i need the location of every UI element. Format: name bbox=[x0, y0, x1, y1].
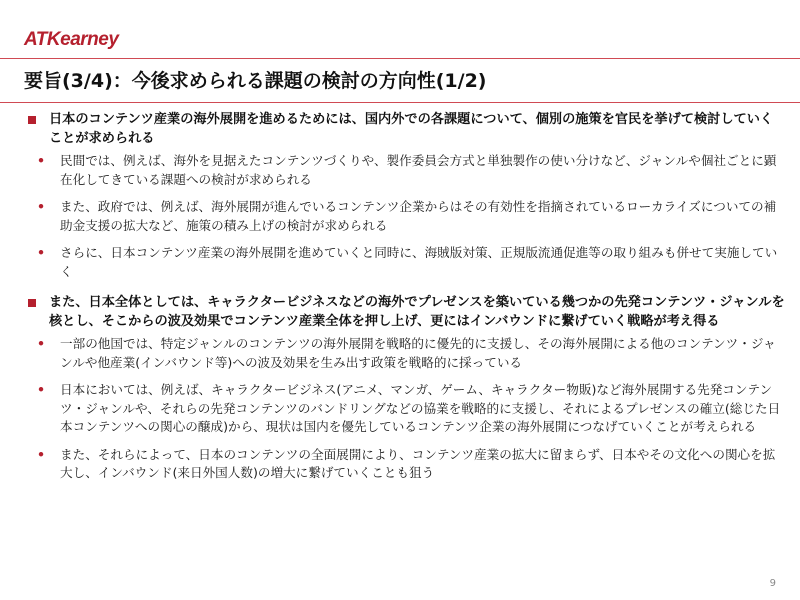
list-item bbox=[26, 381, 786, 437]
bullet-dot-icon: • bbox=[37, 245, 46, 260]
bullet-dot-icon: • bbox=[37, 153, 46, 168]
bullet-dot-icon: • bbox=[37, 336, 46, 351]
list-item bbox=[26, 335, 786, 372]
list-item-text: 一部の他国では、特定ジャンルのコンテンツの海外展開を戦略的に優先的に支援し、その海外展開による他のコンテンツ・ジャンルや他産業(インバウンド等)への波及効果を生み出す政策を戦略的に採っている bbox=[60, 336, 776, 370]
bullet-dot-icon: • bbox=[37, 199, 46, 214]
list-item-text: また、それらによって、日本のコンテンツの全面展開により、コンテンツ産業の拡大に留まらず、日本やその文化への関心を拡大し、インバウンド(来日外国人数)の増大に繋げていくことも狙う bbox=[60, 446, 776, 480]
list-item bbox=[26, 198, 786, 235]
list-item-text: また、政府では、例えば、海外展開が進んでいるコンテンツ企業からはその有効性を指摘されているローカライズについての補助金支援の拡大など、施策の積み上げの検討が求められる bbox=[60, 199, 777, 233]
bullet-list bbox=[26, 152, 786, 281]
section-heading-text: また、日本全体としては、キャラクタービジネスなどの海外でプレゼンスを築いている幾つかの先発コンテンツ・ジャンルを核とし、そこからの波及効果でコンテンツ産業全体を押し上げ、更にはインバウンドに繋げていく戦略が考え得る bbox=[49, 295, 785, 329]
section-1 bbox=[26, 110, 786, 281]
list-item bbox=[26, 152, 786, 189]
list-item bbox=[26, 446, 786, 483]
bullet-list bbox=[26, 335, 786, 483]
list-item-text: 民間では、例えば、海外を見据えたコンテンツづくりや、製作委員会方式と単独製作の使い分けなど、ジャンルや個社ごとに顕在化してきている課題への検討が求められる bbox=[60, 153, 777, 187]
square-bullet-icon bbox=[28, 116, 36, 124]
square-bullet-icon bbox=[28, 299, 36, 307]
bullet-dot-icon: • bbox=[37, 446, 46, 462]
page-title: 要旨(3/4)：今後求められる課題の検討の方向性(1/2) bbox=[24, 70, 487, 92]
slide-body bbox=[26, 110, 786, 495]
list-item bbox=[26, 244, 786, 281]
company-logo: ATKearney bbox=[24, 29, 119, 50]
list-item-text: 日本においては、例えば、キャラクタービジネス(アニメ、マンガ、ゲーム、キャラクター物販)など海外展開する先発コンテンツ・ジャンルや、それらの先発コンテンツのバンドリングなどの協業を戦略的に支援し、それによるプレゼンスの確立(総じた日本コンテンツへの関心の醸成)から、現状は国内を優先しているコンテンツ企業の海外展開につなげていくことが考えられる bbox=[60, 382, 781, 434]
header-divider-bottom bbox=[0, 102, 800, 103]
list-item-text: さらに、日本コンテンツ産業の海外展開を進めていくと同時に、海賊版対策、正規版流通促進等の取り組みも併せて実施していく bbox=[60, 245, 778, 279]
section-2 bbox=[26, 293, 786, 483]
section-heading bbox=[26, 110, 786, 148]
page-number: 9 bbox=[769, 578, 776, 589]
header-divider-top bbox=[0, 58, 800, 59]
section-heading bbox=[26, 293, 786, 331]
bullet-dot-icon: • bbox=[37, 382, 46, 397]
section-heading-text: 日本のコンテンツ産業の海外展開を進めるためには、国内外での各課題について、個別の施策を官民を挙げて検討していくことが求められる bbox=[49, 112, 774, 146]
